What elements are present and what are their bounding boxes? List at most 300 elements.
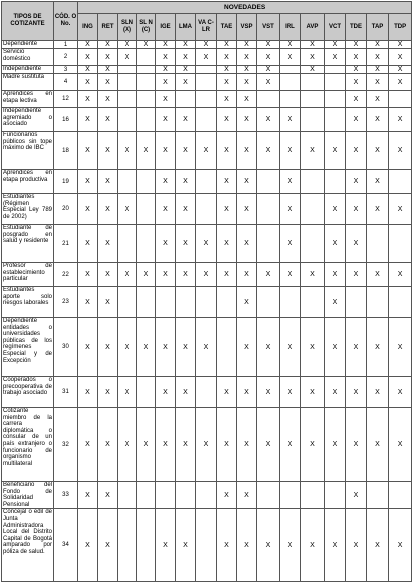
novedad-cell: X (217, 170, 237, 194)
novedad-cell (118, 74, 137, 91)
novedad-cell (367, 287, 389, 318)
novedad-cell: X (367, 66, 389, 74)
tipo-cotizante-cell: Aprendices en etapa productiva (2, 170, 54, 194)
novedad-cell (196, 287, 217, 318)
column-header-avp (301, 14, 325, 41)
novedad-cell (257, 91, 280, 108)
novedad-cell: X (217, 66, 237, 74)
novedad-cell: X (98, 108, 118, 132)
column-header-label: AVP (306, 23, 319, 30)
novedad-cell: X (301, 377, 325, 408)
table-row (2, 482, 412, 509)
novedad-cell: X (237, 287, 257, 318)
codigo-cell: 12 (54, 91, 78, 108)
novedad-cell (257, 194, 280, 225)
novedad-cell: X (78, 482, 98, 509)
column-header-label: TAP (371, 23, 384, 30)
novedad-cell: X (367, 408, 389, 482)
novedad-cell (196, 91, 217, 108)
novedad-cell: X (367, 74, 389, 91)
column-header-label: TAE (220, 23, 233, 30)
novedad-cell (257, 287, 280, 318)
codigo-cell: 20 (54, 194, 78, 225)
novedad-cell (257, 225, 280, 263)
novedad-cell: X (325, 408, 346, 482)
novedad-cell: X (237, 49, 257, 66)
novedad-cell: X (98, 509, 118, 582)
novedad-cell: X (346, 132, 367, 170)
novedad-cell: X (196, 225, 217, 263)
novedad-cell: X (156, 194, 176, 225)
novedad-cell: X (367, 108, 389, 132)
novedad-cell: X (237, 408, 257, 482)
novedad-cell: X (389, 41, 412, 49)
novedad-cell (280, 482, 301, 509)
column-header-label: LMA (179, 23, 192, 30)
novedad-cell: X (78, 132, 98, 170)
novedad-cell: X (237, 170, 257, 194)
codigo-cell: 23 (54, 287, 78, 318)
novedad-cell (137, 377, 156, 408)
novedad-cell: X (118, 49, 137, 66)
novedad-cell: X (98, 49, 118, 66)
novedad-cell: X (389, 49, 412, 66)
column-header-label: TDP (394, 23, 407, 30)
novedad-cell (301, 225, 325, 263)
novedad-cell (301, 170, 325, 194)
novedad-cell: X (367, 263, 389, 287)
novedad-cell (137, 91, 156, 108)
column-header-label: SLN (121, 20, 133, 26)
novedad-cell: X (156, 170, 176, 194)
novedad-cell: X (156, 509, 176, 582)
novedad-cell: X (325, 509, 346, 582)
novedad-cell: X (78, 377, 98, 408)
novedad-cell: X (257, 41, 280, 49)
novedad-cell (325, 91, 346, 108)
table-row (2, 377, 412, 408)
novedad-cell: X (237, 225, 257, 263)
novedad-cell: X (98, 482, 118, 509)
tipo-cotizante-cell: Estudiante de posgrado en salud y residente (2, 225, 54, 263)
novedad-cell: X (78, 225, 98, 263)
novedad-cell (257, 482, 280, 509)
tipo-cotizante-cell: Funcionarios públicos sin tope máximo de IBC (2, 132, 54, 170)
novedad-cell: X (301, 408, 325, 482)
novedad-cell: X (196, 408, 217, 482)
novedad-cell (196, 74, 217, 91)
novedad-cell (301, 108, 325, 132)
column-header-label: VST (262, 23, 274, 30)
novedad-cell: X (257, 74, 280, 91)
novedad-cell: X (257, 318, 280, 377)
novedad-cell: X (237, 482, 257, 509)
codigo-cell: 33 (54, 482, 78, 509)
novedad-cell: X (346, 408, 367, 482)
column-header-va-c-lr (196, 14, 217, 41)
novedad-cell: X (217, 49, 237, 66)
novedad-cell: X (389, 108, 412, 132)
novedad-cell: X (389, 66, 412, 74)
novedad-cell: X (118, 318, 137, 377)
table-row (2, 74, 412, 91)
novedad-cell (389, 170, 412, 194)
column-header-ige (156, 14, 176, 41)
novedad-cell: X (98, 170, 118, 194)
novedad-cell: X (217, 74, 237, 91)
novedad-cell: X (257, 509, 280, 582)
column-header-tdp (389, 14, 412, 41)
novedad-cell: X (301, 132, 325, 170)
novedad-cell (325, 482, 346, 509)
column-header-label: RET (101, 23, 114, 30)
novedad-cell: X (217, 482, 237, 509)
novedad-cell: X (217, 408, 237, 482)
novedad-cell (301, 91, 325, 108)
novedad-cell: X (257, 49, 280, 66)
novedad-cell: X (346, 263, 367, 287)
header-novedades: NOVEDADES (78, 2, 412, 14)
novedad-cell: X (346, 509, 367, 582)
novedad-cell (301, 482, 325, 509)
novedad-cell: X (325, 318, 346, 377)
novedad-cell (280, 91, 301, 108)
novedad-cell: X (301, 263, 325, 287)
novedad-cell (325, 66, 346, 74)
codigo-cell: 18 (54, 132, 78, 170)
novedad-cell: X (237, 41, 257, 49)
novedad-cell: X (98, 408, 118, 482)
novedad-cell: X (176, 263, 196, 287)
novedad-cell: X (156, 74, 176, 91)
column-header-sub: (C) (141, 27, 151, 33)
table-row (2, 91, 412, 108)
novedad-cell: X (78, 74, 98, 91)
novedad-cell: X (156, 408, 176, 482)
novedad-cell: X (346, 108, 367, 132)
novedad-cell: X (389, 408, 412, 482)
novedad-cell (137, 170, 156, 194)
novedad-cell: X (156, 377, 176, 408)
novedad-cell: X (237, 74, 257, 91)
table-row (2, 66, 412, 74)
novedad-cell: X (176, 509, 196, 582)
novedad-cell: X (156, 318, 176, 377)
novedad-cell: X (98, 91, 118, 108)
header-codigo: CÓD. O No. (54, 2, 78, 41)
novedad-cell: X (98, 287, 118, 318)
column-header-label: VSP (240, 23, 253, 30)
novedad-cell (389, 482, 412, 509)
novedad-cell: X (280, 49, 301, 66)
novedad-cell: X (98, 194, 118, 225)
novedad-cell: X (346, 482, 367, 509)
novedad-cell (346, 287, 367, 318)
header-tipos-cotizante: TIPOS DE COTIZANTE (2, 2, 54, 41)
novedad-cell (367, 225, 389, 263)
novedad-cell: X (367, 509, 389, 582)
novedad-cell: X (301, 66, 325, 74)
novedad-cell: X (301, 509, 325, 582)
novedad-cell: X (280, 377, 301, 408)
novedad-cell: X (217, 377, 237, 408)
novedad-cell: X (78, 170, 98, 194)
novedad-cell: X (137, 408, 156, 482)
novedad-cell (137, 225, 156, 263)
table-row (2, 408, 412, 482)
table-row (2, 287, 412, 318)
novedad-cell (196, 194, 217, 225)
novedad-cell (196, 509, 217, 582)
table-row (2, 132, 412, 170)
novedad-cell: X (217, 91, 237, 108)
novedad-cell (118, 108, 137, 132)
novedad-cell: X (367, 170, 389, 194)
novedad-cell (176, 287, 196, 318)
tipo-cotizante-cell: Independiente agremiado o asociado (2, 108, 54, 132)
novedad-cell: X (301, 41, 325, 49)
column-header-sl-n (137, 14, 156, 41)
column-header-sub: (X) (123, 27, 131, 33)
novedad-cell (118, 509, 137, 582)
novedad-cell: X (325, 194, 346, 225)
table-row (2, 49, 412, 66)
novedad-cell: X (156, 225, 176, 263)
novedades-table (1, 1, 412, 582)
novedad-cell: X (98, 74, 118, 91)
codigo-cell: 16 (54, 108, 78, 132)
novedad-cell: X (176, 318, 196, 377)
codigo-cell: 19 (54, 170, 78, 194)
novedad-cell: X (176, 377, 196, 408)
column-header-vsp (237, 14, 257, 41)
novedad-cell: X (196, 263, 217, 287)
novedad-cell: X (237, 263, 257, 287)
column-header-tap (367, 14, 389, 41)
novedad-cell: X (98, 377, 118, 408)
novedad-cell: X (237, 132, 257, 170)
novedad-cell (137, 66, 156, 74)
novedad-cell: X (156, 132, 176, 170)
novedad-cell: X (196, 132, 217, 170)
novedad-cell (137, 49, 156, 66)
column-header-tae (217, 14, 237, 41)
novedad-cell (367, 482, 389, 509)
table-row (2, 194, 412, 225)
tipo-cotizante-cell: Independiente (2, 66, 54, 74)
novedad-cell (301, 74, 325, 91)
novedad-cell (301, 287, 325, 318)
novedad-cell (137, 194, 156, 225)
novedad-cell: X (176, 66, 196, 74)
codigo-cell: 30 (54, 318, 78, 377)
novedad-cell: X (367, 377, 389, 408)
column-header-vct (325, 14, 346, 41)
tipo-cotizante-cell: Dependiente entidades o universidades públicas de los regímenes Especial y de Excepción (2, 318, 54, 377)
novedad-cell: X (98, 263, 118, 287)
novedad-cell (137, 482, 156, 509)
codigo-cell: 21 (54, 225, 78, 263)
novedad-cell: X (137, 318, 156, 377)
novedad-cell: X (346, 225, 367, 263)
novedad-cell: X (217, 108, 237, 132)
column-header-label: SL N (139, 20, 153, 26)
novedad-cell: X (367, 132, 389, 170)
novedad-cell: X (118, 41, 137, 49)
novedad-cell (118, 66, 137, 74)
novedad-cell: X (217, 41, 237, 49)
novedad-cell: X (176, 408, 196, 482)
novedad-cell: X (137, 132, 156, 170)
novedad-cell (325, 108, 346, 132)
tipo-cotizante-cell: Servicio doméstico (2, 49, 54, 66)
column-header-label: VA C-LR (198, 20, 214, 33)
novedad-cell (389, 287, 412, 318)
novedad-cell: X (196, 49, 217, 66)
codigo-cell: 1 (54, 41, 78, 49)
column-header-label: IRL (285, 23, 295, 30)
novedad-cell (156, 287, 176, 318)
novedad-cell: X (280, 132, 301, 170)
novedad-cell: X (367, 194, 389, 225)
novedad-cell: X (98, 41, 118, 49)
novedad-cell: X (98, 225, 118, 263)
tipo-cotizante-cell: Aprendices en etapa lectiva (2, 91, 54, 108)
novedad-cell: X (118, 194, 137, 225)
novedad-cell: X (280, 509, 301, 582)
novedad-cell: X (156, 49, 176, 66)
novedad-cell: X (78, 318, 98, 377)
novedad-cell: X (137, 263, 156, 287)
novedad-cell: X (118, 263, 137, 287)
novedad-cell: X (280, 225, 301, 263)
tipo-cotizante-cell: Cooperados o precooperativa de trabajo asociado (2, 377, 54, 408)
novedad-cell: X (280, 318, 301, 377)
novedad-cell (257, 170, 280, 194)
novedad-cell: X (78, 408, 98, 482)
novedad-cell: X (196, 41, 217, 49)
novedad-cell: X (389, 194, 412, 225)
novedad-cell: X (280, 194, 301, 225)
novedad-cell: X (280, 170, 301, 194)
codigo-cell: 3 (54, 66, 78, 74)
novedad-cell (176, 482, 196, 509)
column-header-label: VCT (329, 23, 341, 30)
table-row (2, 263, 412, 287)
novedad-cell: X (78, 509, 98, 582)
novedad-cell: X (257, 132, 280, 170)
novedad-cell: X (389, 377, 412, 408)
novedad-cell: X (78, 108, 98, 132)
novedad-cell (217, 318, 237, 377)
novedad-cell: X (156, 41, 176, 49)
novedad-cell: X (118, 377, 137, 408)
novedad-cell: X (237, 377, 257, 408)
column-header-ret (98, 14, 118, 41)
tipo-cotizante-cell: Cotizante miembro de la carrera diplomática o consular de un país extranjero o funcionario de organismo multilateral (2, 408, 54, 482)
novedad-cell: X (176, 74, 196, 91)
novedad-cell: X (346, 194, 367, 225)
table-row (2, 509, 412, 582)
novedad-cell: X (346, 170, 367, 194)
novedad-cell: X (176, 225, 196, 263)
novedad-cell: X (280, 108, 301, 132)
novedad-cell: X (325, 225, 346, 263)
novedad-cell: X (78, 287, 98, 318)
novedad-cell: X (389, 74, 412, 91)
novedad-cell: X (237, 108, 257, 132)
novedad-cell: X (156, 91, 176, 108)
novedad-cell (196, 66, 217, 74)
novedad-cell (217, 287, 237, 318)
novedad-cell: X (325, 41, 346, 49)
column-header-label: TDE (350, 23, 362, 30)
novedad-cell (137, 287, 156, 318)
novedad-cell: X (156, 66, 176, 74)
column-header-label: IGE (160, 23, 171, 30)
novedad-cell (196, 108, 217, 132)
novedad-cell: X (217, 194, 237, 225)
novedad-cell (280, 74, 301, 91)
codigo-cell: 4 (54, 74, 78, 91)
novedad-cell: X (346, 66, 367, 74)
novedad-cell: X (325, 132, 346, 170)
novedad-cell: X (367, 91, 389, 108)
novedad-cell: X (346, 377, 367, 408)
column-header-vst (257, 14, 280, 41)
novedad-cell: X (237, 509, 257, 582)
novedad-cell: X (346, 49, 367, 66)
novedad-cell: X (367, 49, 389, 66)
novedad-cell: X (237, 194, 257, 225)
novedad-cell (118, 225, 137, 263)
novedad-cell: X (257, 377, 280, 408)
novedad-cell (280, 287, 301, 318)
novedad-cell: X (78, 263, 98, 287)
novedad-cell: X (257, 263, 280, 287)
column-header-lma (176, 14, 196, 41)
novedad-cell: X (257, 408, 280, 482)
novedad-cell (325, 170, 346, 194)
table-row (2, 108, 412, 132)
novedad-cell: X (217, 509, 237, 582)
codigo-cell: 2 (54, 49, 78, 66)
novedad-cell (196, 170, 217, 194)
novedad-cell: X (176, 108, 196, 132)
novedad-cell (389, 91, 412, 108)
novedad-cell: X (301, 49, 325, 66)
novedad-cell: X (325, 377, 346, 408)
novedad-cell (176, 91, 196, 108)
novedad-cell: X (98, 66, 118, 74)
tipo-cotizante-cell: Madre sustituta (2, 74, 54, 91)
novedad-cell: X (325, 263, 346, 287)
column-header-label: ING (82, 23, 93, 30)
novedad-cell: X (217, 132, 237, 170)
novedad-cell: X (176, 170, 196, 194)
codigo-cell: 32 (54, 408, 78, 482)
tipo-cotizante-cell: Dependiente (2, 41, 54, 49)
novedad-cell (118, 482, 137, 509)
novedad-cell: X (237, 66, 257, 74)
novedad-cell: X (346, 41, 367, 49)
tipo-cotizante-cell: Estudiantes (Régimen Especial Ley 789 de 2002) (2, 194, 54, 225)
table-row (2, 318, 412, 377)
novedad-cell (118, 287, 137, 318)
novedad-cell: X (280, 263, 301, 287)
novedad-cell: X (78, 91, 98, 108)
tipo-cotizante-cell: Concejal o edil de Junta Administradora Local del Distrito Capital de Bogotá amparado por póliza de salud. (2, 509, 54, 582)
